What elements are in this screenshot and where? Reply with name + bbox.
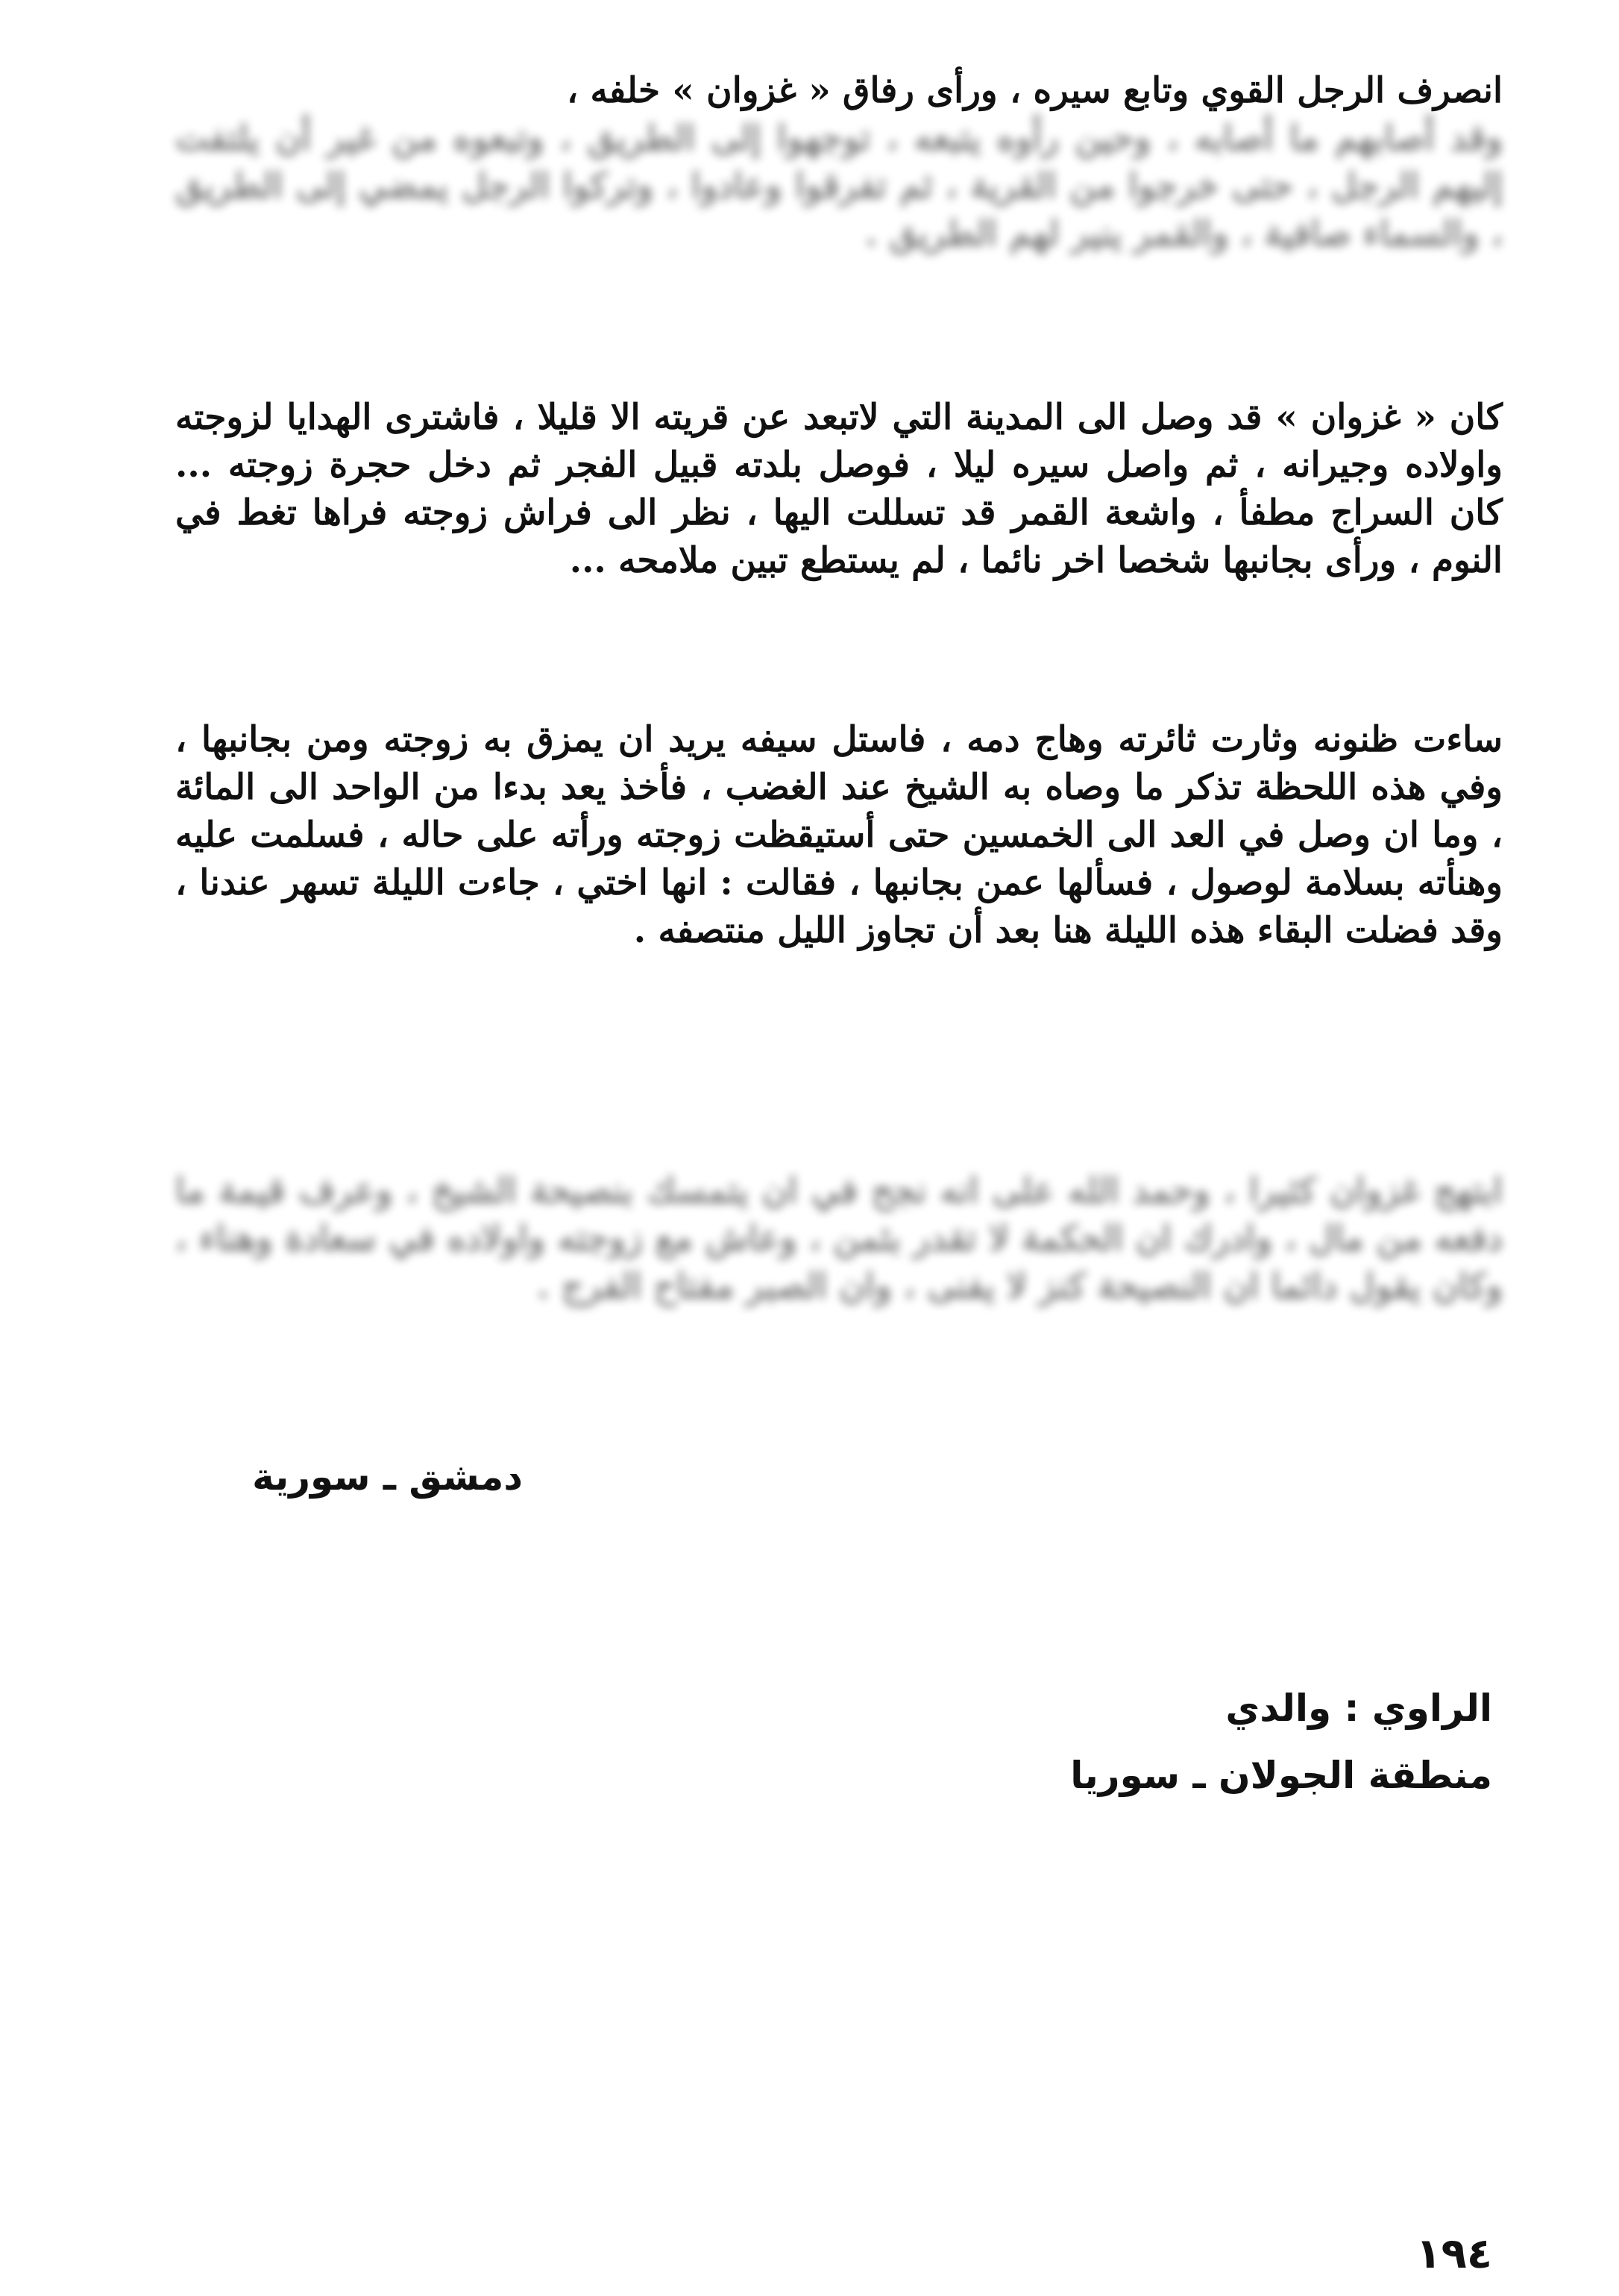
paragraph-3: ساءت ظنونه وثارت ثائرته وهاج دمه ، فاستل سيفه يريد ان يمزق به زوجته ومن بجانبها ، وفي هذه اللحظة تذكر ما وصاه به الشيخ عند الغضب ، فأخذ يعد بدءا من الواحد الى المائة ، وما ان وصل في العد الى الخمسين حتى أستيقظت زوجته ورأته على حاله ، فسلمت عليه وهنأته بسلامة لوصول ، فسألها عمن بجانبها ، فقالت : انها اختي ، جاءت الليلة تسهر عندنا ، وقد فضلت البقاء هذه الليلة هنا بعد أن تجاوز الليل منتصفه .	[175, 719, 1503, 951]
city-caption: دمشق ـ سورية	[252, 1455, 523, 1499]
region-credit: منطقة الجولان ـ سوريا	[1070, 1754, 1492, 1797]
paragraph-4-blurred: ابتهج غزوان كثيرا ، وحمد الله على انه نجح في ان يتمسك بنصيحة الشيخ ، وعرف قيمة ما دفعه من مال ، وادرك ان الحكمة لا تقدر بثمن ، وعاش مع زوجته واولاده في سعادة وهناء ، وكان يقول دائما ان النصيحة كنز لا يفنى ، وان الصبر مفتاح الفرج .	[175, 1170, 1503, 1307]
narrator-credit: الراوي : والدي	[1225, 1687, 1492, 1730]
paragraph-2: كان « غزوان » قد وصل الى المدينة التي لاتبعد عن قريته الا قليلا ، فاشترى الهدايا لزوجته واولاده وجيرانه ، ثم واصل سيره ليلا ، فوصل بلدته قبيل الفجر ثم دخل حجرة زوجته ... كان السراج مطفأ ، واشعة القمر قد تسللت اليها ، نظر الى فراش زوجته فراها تغط في النوم ، ورأى بجانبها شخصا اخر نائما ، لم يستطع تبين ملامحه ...	[175, 397, 1503, 581]
paragraph-1-blurred-text: وقد أصابهم ما أصابه ، وحين رأوه يتبعه ، توجهوا إلى الطريق ، وتبعوه من غير أن يلتفت إليهم الرجل ، حتى خرجوا من القرية ، ثم تفرقوا وعادوا ، وتركوا الرجل يمضي إلى الطريق ، والسماء صافية ، والقمر ينير لهم الطريق .	[175, 118, 1503, 254]
page-number: ١٩٤	[1415, 2230, 1492, 2278]
paragraph-1	[175, 67, 1503, 258]
paragraph-1-first-line: انصرف الرجل القوي وتابع سيره ، ورأى رفاق « غزوان » خلفه ،	[566, 70, 1503, 111]
